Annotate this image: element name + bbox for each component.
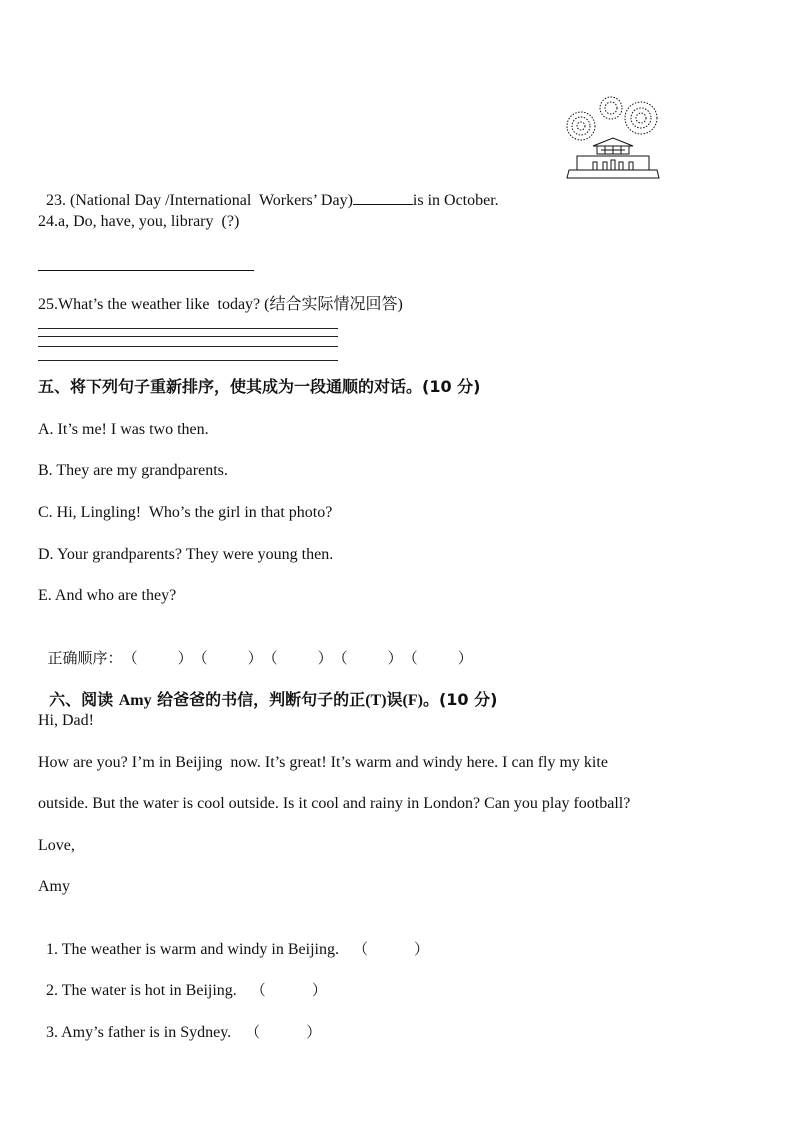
order-slot-4[interactable]: （ ） [332, 649, 403, 667]
question-24-answer-line[interactable] [38, 270, 254, 271]
question-25-writing-line-4[interactable] [38, 360, 338, 361]
firework-right [625, 102, 657, 134]
statement-1-answer[interactable]: （ ） [352, 940, 430, 958]
letter-body-line-2: outside. But the water is cool outside. Is it cool and rainy in London? Can you play football? [38, 795, 631, 812]
letter-closing: Love, [38, 837, 75, 854]
statement-3-answer[interactable]: （ ） [245, 1023, 322, 1041]
question-25-writing-line-3[interactable] [38, 346, 338, 347]
section-5-option-c: C. Hi, Lingling! Who’s the girl in that photo? [38, 504, 333, 521]
section-5-title: 五、将下列句子重新排序，使其成为一段通顺的对话。(10 分) [38, 377, 481, 396]
question-23-prompt: 23. (National Day /International Workers’ Day) [46, 192, 353, 209]
order-slot-1[interactable]: （ ） [122, 649, 193, 667]
statement-3: 3. Amy’s father is in Sydney. （ ） [46, 1023, 322, 1041]
section-5-order-row [38, 628, 473, 668]
firework-middle [600, 97, 622, 119]
question-23 [38, 170, 499, 211]
letter-body-line-1: How are you? I’m in Beijing now. It’s great! It’s warm and windy here. I can fly my kite [38, 754, 608, 771]
order-slot-3[interactable]: （ ） [262, 649, 333, 667]
order-slot-5[interactable]: （ ） [402, 649, 473, 667]
letter-greeting: Hi, Dad! [38, 712, 94, 729]
question-25-writing-line-2[interactable] [38, 336, 338, 337]
section-5-order-label: 正确顺序： [47, 649, 123, 667]
section-5-option-b: B. They are my grandparents. [38, 462, 228, 479]
firework-left [567, 112, 595, 140]
statement-2-answer[interactable]: （ ） [250, 981, 327, 999]
question-24: 24.a, Do, have, you, library (?) [38, 213, 240, 230]
question-25: 25.What’s the weather like today? (结合实际情况回答) [38, 296, 403, 313]
section-5-option-e: E. And who are they? [38, 587, 177, 604]
letter-signature: Amy [38, 878, 70, 895]
section-5-option-a: A. It’s me! I was two then. [38, 421, 209, 438]
statement-1: 1. The weather is warm and windy in Beijing. （ ） [46, 940, 430, 958]
question-23-blank[interactable] [353, 190, 413, 205]
question-23-tail: is in October. [412, 192, 499, 209]
statement-2: 2. The water is hot in Beijing. （ ） [46, 981, 327, 999]
order-slot-2[interactable]: （ ） [192, 649, 263, 667]
gate-building [567, 138, 659, 178]
section-6-title: 六、阅读 Amy 给爸爸的书信，判断句子的正(T)误(F)。(10 分) [49, 690, 498, 709]
section-5-option-d: D. Your grandparents? They were young then. [38, 546, 334, 563]
question-25-writing-line-1[interactable] [38, 328, 338, 329]
tiananmen-fireworks-illustration [563, 94, 663, 180]
